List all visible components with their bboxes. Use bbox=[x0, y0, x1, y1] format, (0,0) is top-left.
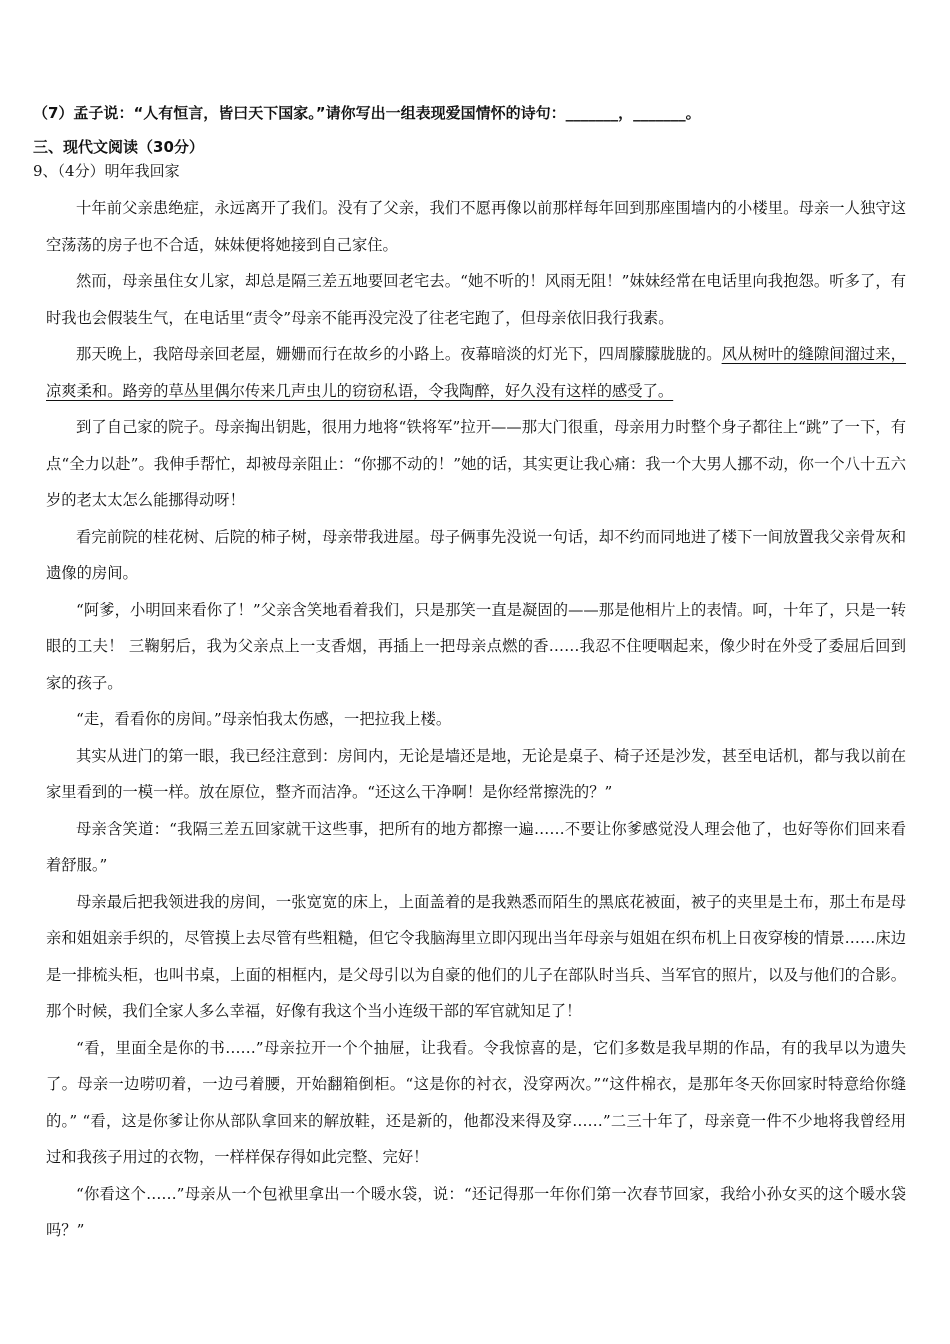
paragraph-1: 十年前父亲患绝症，永远离开了我们。没有了父亲，我们不愿再像以前那样每年回到那座围墙内的小楼里。母亲一人独守这空荡荡的房子也不合适，妹妹便将她接到自己家住。 bbox=[46, 199, 906, 254]
paragraph-3-text: 那天晚上，我陪母亲回老屋，姗姗而行在故乡的小路上。夜幕暗淡的灯光下，四周朦朦胧胧的。 bbox=[76, 345, 722, 363]
paragraph-12: “你看这个……”母亲从一个包袱里拿出一个暖水袋，说：“还记得那一年你们第一次春节回家，我给小孙女买的这个暖水袋吗？” bbox=[46, 1184, 906, 1239]
section-title: 三、现代文阅读（30分） bbox=[33, 138, 204, 156]
paragraph-9: 母亲含笑道：“我隔三差五回家就干这些事，把所有的地方都擦一遍……不要让你爹感觉没人理会他了，也好等你们回来看着舒服。” bbox=[46, 819, 906, 874]
question-7: （7）孟子说：“人有恒言，皆曰天下国家。”请你写出一组表现爱国情怀的诗句：_______，_______。 bbox=[33, 104, 701, 122]
paragraph-3 bbox=[46, 336, 906, 409]
question-9-heading: 9、（4分）明年我回家 bbox=[33, 162, 180, 180]
paragraph-5: 看完前院的桂花树、后院的柿子树，母亲带我进屋。母子俩事先没说一句话，却不约而同地进了楼下一间放置我父亲骨灰和遗像的房间。 bbox=[46, 527, 906, 582]
paragraph-11: “看，里面全是你的书……”母亲拉开一个个抽屉，让我看。令我惊喜的是，它们多数是我早期的作品，有的我早以为遗失了。母亲一边唠叨着，一边弓着腰，开始翻箱倒柜。“这是你的衬衣，没穿两次。”“这件棉衣，是那年冬天你回家时特意给你缝的。” “看，这是你爹让你从部队拿回来的解放鞋，还是新的，他都没来得及穿……”二三十年了，母亲竟一件不少地将我曾经用过和我孩子用过的衣物，一样样保存得如此完整、完好！ bbox=[46, 1038, 906, 1166]
paragraph-10: 母亲最后把我领进我的房间，一张宽宽的床上，上面盖着的是我熟悉而陌生的黑底花被面，被子的夹里是土布，那土布是母亲和姐姐亲手织的，尽管摸上去尽管有些粗糙，但它令我脑海里立即闪现出当年母亲与姐姐在织布机上日夜穿梭的情景……床边是一排梳头柜，也叫书桌，上面的相框内，是父母引以为自豪的他们的儿子在部队时当兵、当军官的照片，以及与他们的合影。那个时候，我们全家人多么幸福，好像有我这个当小连级干部的军官就知足了！ bbox=[46, 892, 906, 1020]
paragraph-8: 其实从进门的第一眼，我已经注意到：房间内，无论是墙还是地，无论是桌子、椅子还是沙发，甚至电话机，都与我以前在家里看到的一模一样。放在原位，整齐而洁净。“还这么干净啊！是你经常擦洗的？” bbox=[46, 746, 906, 801]
underlined-sentence: 风从树叶的缝隙间溜过来，凉爽柔和。路旁的草丛里偶尔传来几声虫儿的窃窃私语，令我陶醉，好久没有这样的感受了。 bbox=[46, 345, 906, 400]
paragraph-6: “阿爹，小明回来看你了！”父亲含笑地看着我们，只是那笑一直是凝固的——那是他相片上的表情。呵，十年了，只是一转眼的工夫！ 三鞠躬后，我为父亲点上一支香烟，再插上一把母亲点燃的香……我忍不住哽咽起来，像少时在外受了委屈后回到家的孩子。 bbox=[46, 600, 906, 692]
reading-passage bbox=[46, 190, 906, 1249]
paragraph-7: “走，看看你的房间。”母亲怕我太伤感，一把拉我上楼。 bbox=[76, 710, 452, 728]
paragraph-2: 然而，母亲虽住女儿家，却总是隔三差五地要回老宅去。“她不听的！风雨无阻！”妹妹经常在电话里向我抱怨。听多了，有时我也会假装生气，在电话里“责令”母亲不能再没完没了往老宅跑了，但母亲依旧我行我素。 bbox=[46, 272, 906, 327]
paragraph-4: 到了自己家的院子。母亲掏出钥匙，很用力地将“铁将军”拉开——那大门很重，母亲用力时整个身子都往上“跳”了一下，有点“全力以赴”。我伸手帮忙，却被母亲阻止：“你挪不动的！”她的话，其实更让我心痛：我一个大男人挪不动，你一个八十五六岁的老太太怎么能挪得动呀！ bbox=[46, 418, 906, 509]
